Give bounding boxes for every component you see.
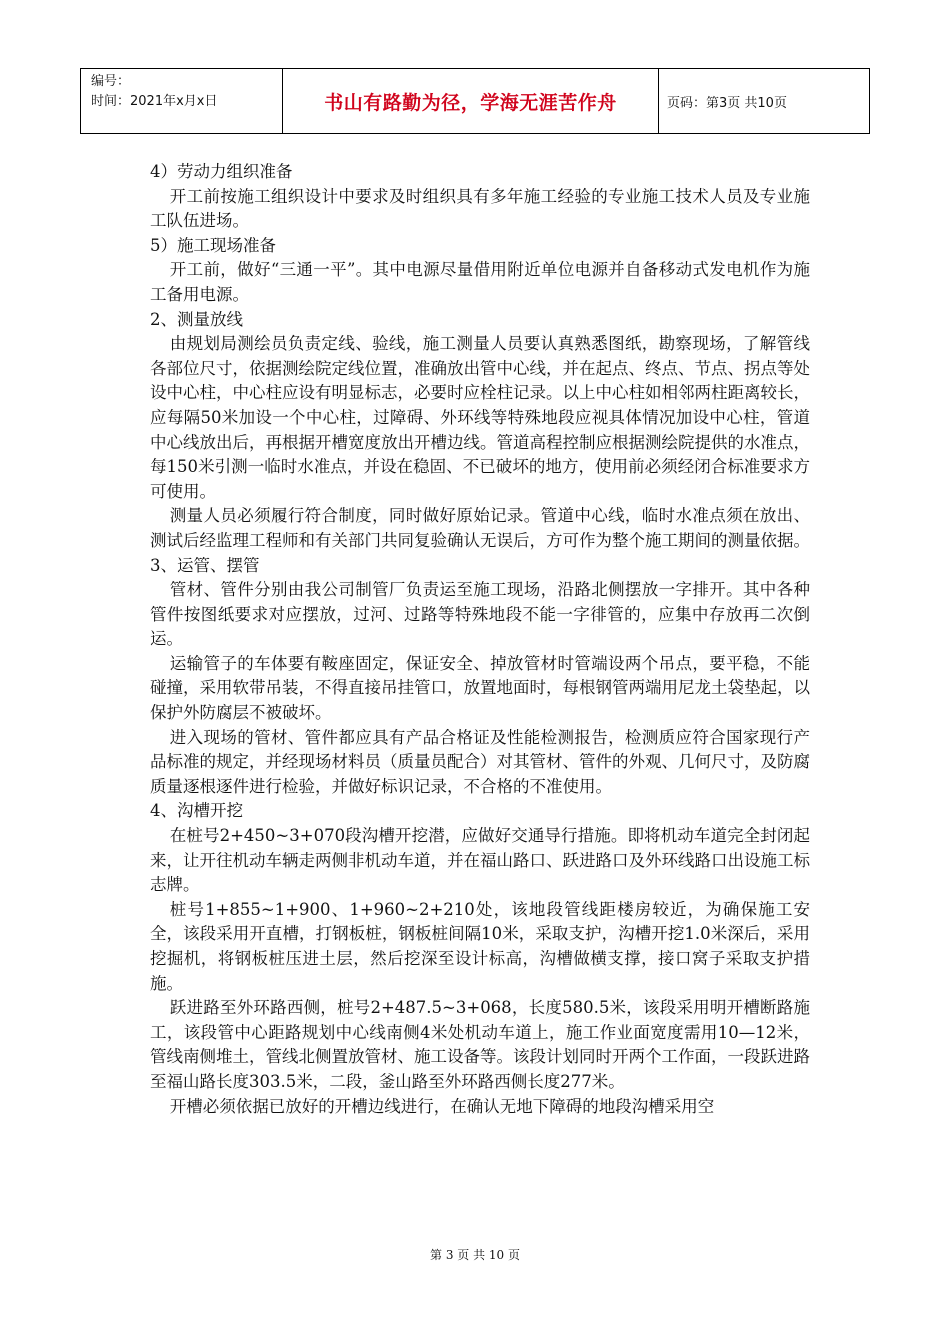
body-paragraph: 由规划局测绘员负责定线、验线，施工测量人员要认真熟悉图纸，勘察现场，了解管线各部位尺寸，依据测绘院定线位置，准确放出管中心线，并在起点、终点、节点、拐点等处设中心柱，中心柱应设有明显标志，必要时应栓柱记录。以上中心柱如相邻两柱距离较长，应每隔50米加设一个中心柱，过障碍、外环线等特殊地段应视具体情况加设中心柱，管道中心线放出后，再根据开槽宽度放出开槽边线。管道高程控制应根据测绘院提供的水准点，每150米引测一临时水准点，并设在稳固、不已破坏的地方，使用前必须经闭合标准要求方可使用。	[150, 334, 810, 501]
body-paragraph: 开工前，做好“三通一平”。其中电源尽量借用附近单位电源并自备移动式发电机作为施工备用电源。	[150, 260, 810, 304]
section-heading: 4、沟槽开挖	[150, 801, 243, 821]
page-header	[80, 68, 870, 134]
section-heading: 5）施工现场准备	[150, 235, 276, 255]
section-heading: 3、运管、摆管	[150, 555, 260, 575]
body-paragraph: 开槽必须依据已放好的开槽边线进行，在确认无地下障碍的地段沟槽采用空	[169, 1096, 715, 1116]
doc-number-label: 编号：	[91, 74, 131, 89]
section-heading: 4）劳动力组织准备	[150, 162, 293, 181]
header-left-cell	[81, 69, 283, 133]
body-paragraph: 进入现场的管材、管件都应具有产品合格证及性能检测报告，检测质应符合国家现行产品标准的规定，并经现场材料员（质量员配合）对其管材、管件的外观、几何尺寸，及防腐质量逐根逐件进行检验，并做好标识记录，不合格的不准使用。	[150, 727, 810, 796]
page-footer: 第 3 页 共 10 页	[430, 1248, 520, 1262]
body-paragraph: 在桩号2+450~3+070段沟槽开挖潜，应做好交通导行措施。即将机动车道完全封闭起来，让开往机动车辆走两侧非机动车道，并在福山路口、跃进路口及外环线路口出设施工标志牌。	[150, 826, 810, 895]
body-paragraph: 跃进路至外环路西侧，桩号2+487.5~3+068，长度580.5米，该段采用明开槽断路施工，该段管中心距路规划中心线南侧4米处机动车道上，施工作业面宽度需用10—12米，管线南侧堆土，管线北侧置放管材、施工设备等。该段计划同时开两个工作面，一段跃进路至福山路长度303.5米，二段，釜山路至外环路西侧长度277米。	[150, 998, 810, 1091]
body-paragraph: 管材、管件分别由我公司制管厂负责运至施工现场，沿路北侧摆放一字排开。其中各种管件按图纸要求对应摆放，过河、过路等特殊地段不能一字徘管的，应集中存放再二次倒运。	[150, 580, 810, 649]
document-body	[150, 160, 810, 1119]
section-heading: 2、测量放线	[150, 309, 243, 329]
header-motto: 书山有路勤为径，学海无涯苦作舟	[283, 69, 659, 133]
date-label: 时间：2021年x月x日	[91, 94, 218, 109]
body-paragraph: 运输管子的车体要有鞍座固定，保证安全、掉放管材时管端设两个吊点，要平稳，不能碰撞，采用软带吊装，不得直接吊挂管口，放置地面时，每根钢管两端用尼龙土袋垫起，以保护外防腐层不被破坏。	[150, 653, 810, 723]
body-paragraph: 开工前按施工组织设计中要求及时组织具有多年施工经验的专业施工技术人员及专业施工队伍进场。	[150, 186, 810, 231]
body-paragraph: 桩号1+855~1+900、1+960~2+210处，该地段管线距楼房较近，为确保施工安全，该段采用开直槽，打钢板桩，钢板桩间隔10米，采取支护，沟槽开挖1.0米深后，采用挖掘机，将钢板桩压进土层，然后挖深至设计标高，沟槽做横支撑，接口窝子采取支护措施。	[150, 899, 810, 993]
body-paragraph: 测量人员必须履行符合制度，同时做好原始记录。管道中心线，临时水准点须在放出、测试后经监理工程师和有关部门共同复验确认无误后，方可作为整个施工期间的测量依据。	[150, 506, 810, 550]
header-page-info: 页码：第3页 共10页	[667, 95, 787, 111]
